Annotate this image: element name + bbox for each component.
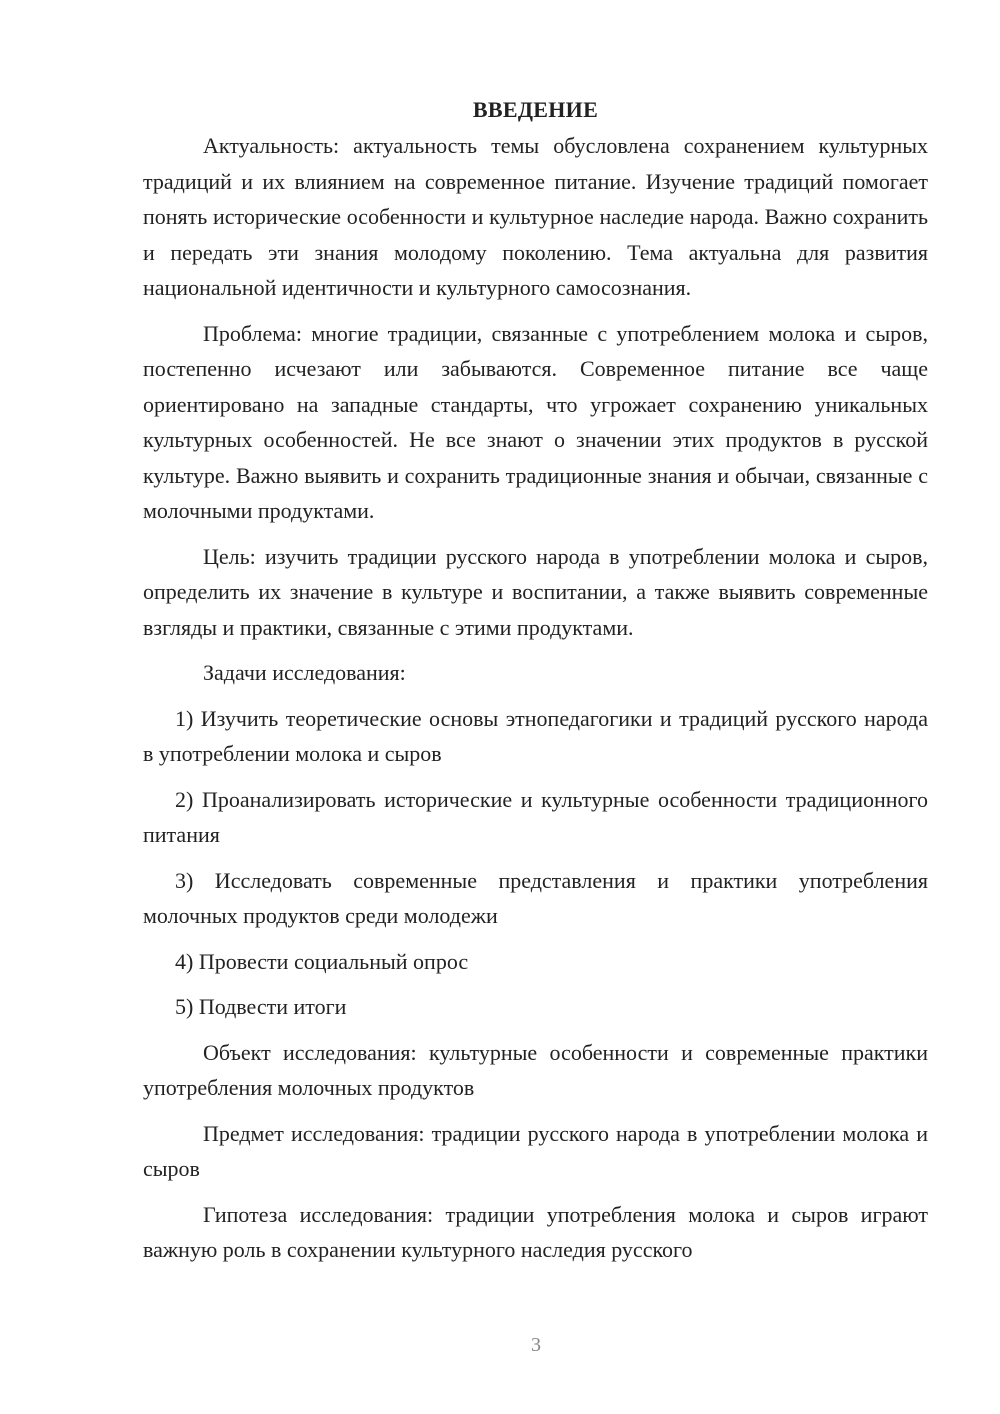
task-item-3: 3) Исследовать современные представления и практики употребления молочных продуктов среди молодежи [143, 867, 928, 928]
task-item-5: 5) Подвести итоги [175, 994, 347, 1019]
task-item-4: 4) Провести социальный опрос [175, 948, 469, 974]
page-number: 3 [531, 1334, 541, 1356]
paragraph-relevance: Актуальность: актуальность темы обусловлена сохранением культурных традиций и их влиянием на современное питание. Изучение традиций помогает понять исторические особенности и культурное наследие народа. Важно сохранить и передать эти знания молодому поколению. Тема актуальна для развития национальной идентичности и культурного самосознания. [143, 133, 928, 300]
paragraph-hypothesis: Гипотеза исследования: традиции употребления молока и сыров играют важную роль в сохранении культурного наследия русского [143, 1201, 928, 1262]
section-title: ВВЕДЕНИЕ [472, 97, 599, 122]
paragraph-problem: Проблема: многие традиции, связанные с употреблением молока и сыров, постепенно исчезают или забываются. Современное питание все чаще ориентировано на западные стандарты, что угрожает сохранению уникальных культурных особенностей. Не все знают о значении этих продуктов в русской культуре. Важно выявить и сохранить традиционные знания и обычаи, связанные с молочными продуктами. [143, 320, 928, 523]
paragraph-object: Объект исследования: культурные особенности и современные практики употребления молочных продуктов [143, 1039, 928, 1100]
task-item-2: 2) Проанализировать исторические и культурные особенности традиционного питания [143, 786, 928, 847]
task-item-1: 1) Изучить теоретические основы этнопедагогики и традиций русского народа в употреблении молока и сыров [143, 705, 928, 766]
document-page [143, 92, 928, 1278]
paragraph-goal: Цель: изучить традиции русского народа в употреблении молока и сыров, определить их значение в культуре и воспитании, а также выявить современные взгляды и практики, связанные с этими продуктами. [143, 543, 928, 640]
paragraph-tasks-heading: Задачи исследования: [203, 660, 406, 685]
paragraph-subject: Предмет исследования: традиции русского народа в употреблении молока и сыров [143, 1120, 928, 1181]
